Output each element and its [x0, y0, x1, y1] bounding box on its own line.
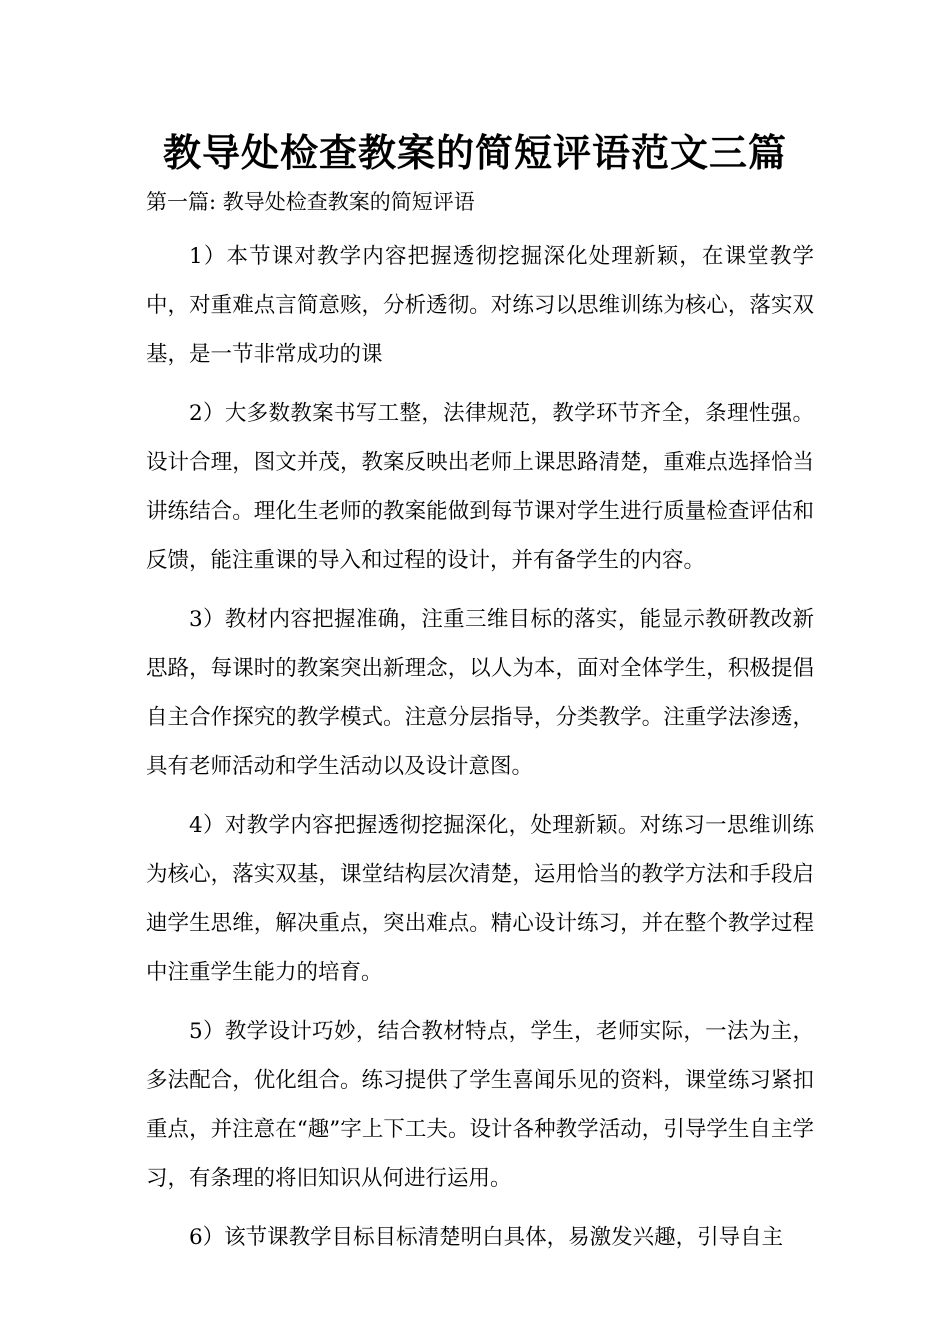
- paragraph-2: 2）大多数教案书写工整，法律规范，教学环节齐全，条理性强。设计合理，图文并茂，教案反映出老师上课思路清楚，重难点选择恰当讲练结合。理化生老师的教案能做到每节课对学生进行质量检查评估和反馈，能注重课的导入和过程的设计，并有备学生的内容。: [146, 401, 814, 573]
- document-body: [146, 232, 814, 1272]
- paragraph-1: 1）本节课对教学内容把握透彻挖掘深化处理新颖，在课堂教学中，对重难点言简意赅，分析透彻。对练习以思维训练为核心，落实双基，是一节非常成功的课: [146, 244, 814, 367]
- document-title: 教导处检查教案的简短评语范文三篇: [162, 131, 787, 175]
- paragraph-6: 6）该节课教学目标目标清楚明白具体，易激发兴趣，引导自主: [189, 1225, 784, 1250]
- paragraph-4: 4）对教学内容把握透彻挖掘深化，处理新颖。对练习一思维训练为核心，落实双基，课堂结构层次清楚，运用恰当的教学方法和手段启迪学生思维，解决重点，突出难点。精心设计练习，并在整个教学过程中注重学生能力的培育。: [146, 813, 814, 985]
- paragraph-3: 3）教材内容把握准确，注重三维目标的落实，能显示教研教改新思路，每课时的教案突出新理念，以人为本，面对全体学生，积极提倡自主合作探究的教学模式。注意分层指导，分类教学。注重学法渗透，具有老师活动和学生活动以及设计意图。: [146, 607, 814, 779]
- section-heading: 第一篇: 教导处检查教案的简短评语: [146, 190, 475, 214]
- paragraph-5: 5）教学设计巧妙，结合教材特点，学生，老师实际，一法为主，多法配合，优化组合。练习提供了学生喜闻乐见的资料，课堂练习紧扣重点，并注意在“趣”字上下工夫。设计各种教学活动，引导学生自主学习，有条理的将旧知识从何进行运用。: [146, 1019, 814, 1191]
